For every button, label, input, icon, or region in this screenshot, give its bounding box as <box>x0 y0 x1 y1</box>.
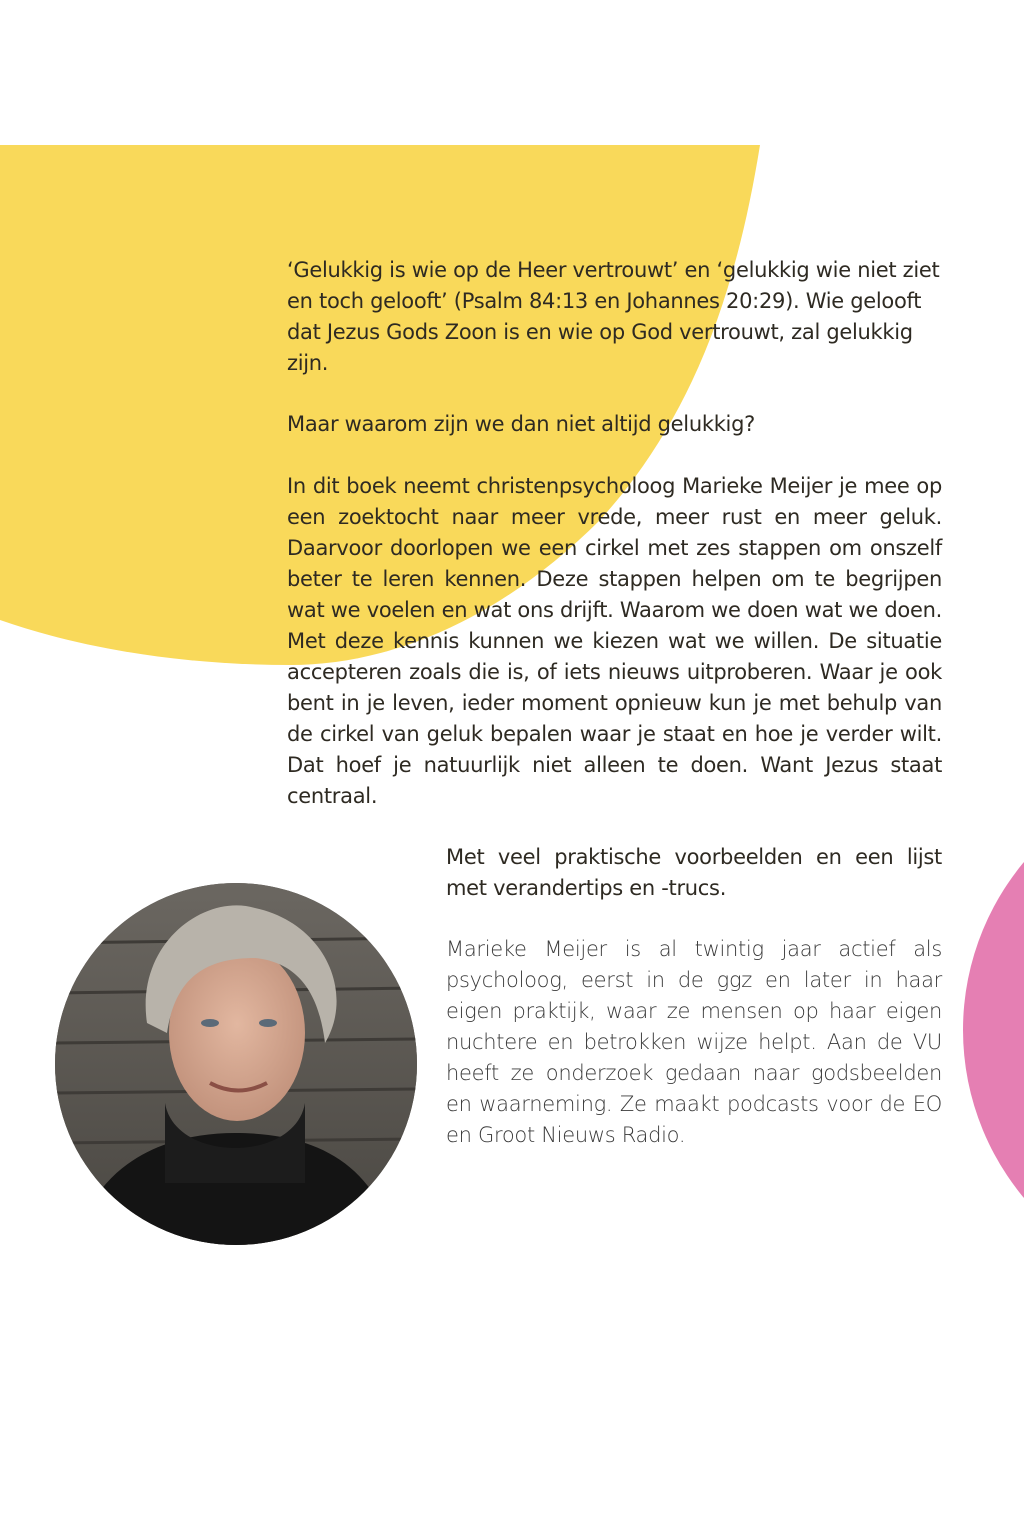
question-text: Maar waarom zijn we dan niet altijd gelukkig? <box>287 412 755 436</box>
book-description: In dit boek neemt christenpsycholoog Marieke Meijer je mee op een zoektocht naar meer vrede, meer rust en meer geluk. Daarvoor doorlopen we een cirkel met zes stappen om onszelf beter te leren kennen. Deze stappen helpen om te begrijpen wat we voelen en wat ons drijft. Waarom we doen wat we doen. Met deze kennis kunnen we kiezen wat we willen. De situatie accepteren zoals die is, of iets nieuws uitproberen. Waar je ook bent in je leven, ieder moment opnieuw kun je met behulp van de cirkel van geluk bepalen waar je staat en hoe je verder wilt. Dat hoef je natuurlijk niet alleen te doen. Want Jezus staat centraal. <box>287 474 942 808</box>
author-photo <box>55 883 417 1245</box>
pink-circle-shape <box>963 768 1024 1292</box>
author-bio: Marieke Meijer is al twintig jaar actief als psycholoog, eerst in de ggz en later in haar eigen praktijk, waar ze mensen op haar eigen nuchtere en betrokken wijze helpt. Aan de VU heeft ze onderzoek gedaan naar godsbeelden en waarneming. Ze maakt podcasts voor de EO en Groot Nieuws Radio. <box>446 937 942 1147</box>
practical-note: Met veel praktische voorbeelden en een lijst met verandertips en -trucs. <box>446 845 942 900</box>
intro-quote: ‘Gelukkig is wie op de Heer vertrouwt’ en ‘gelukkig wie niet ziet en toch gelooft’ (Psalm 84:13 en Johannes 20:29). Wie gelooft dat Jezus Gods Zoon is en wie op God vertrouwt, zal gelukkig zijn. <box>287 258 940 375</box>
